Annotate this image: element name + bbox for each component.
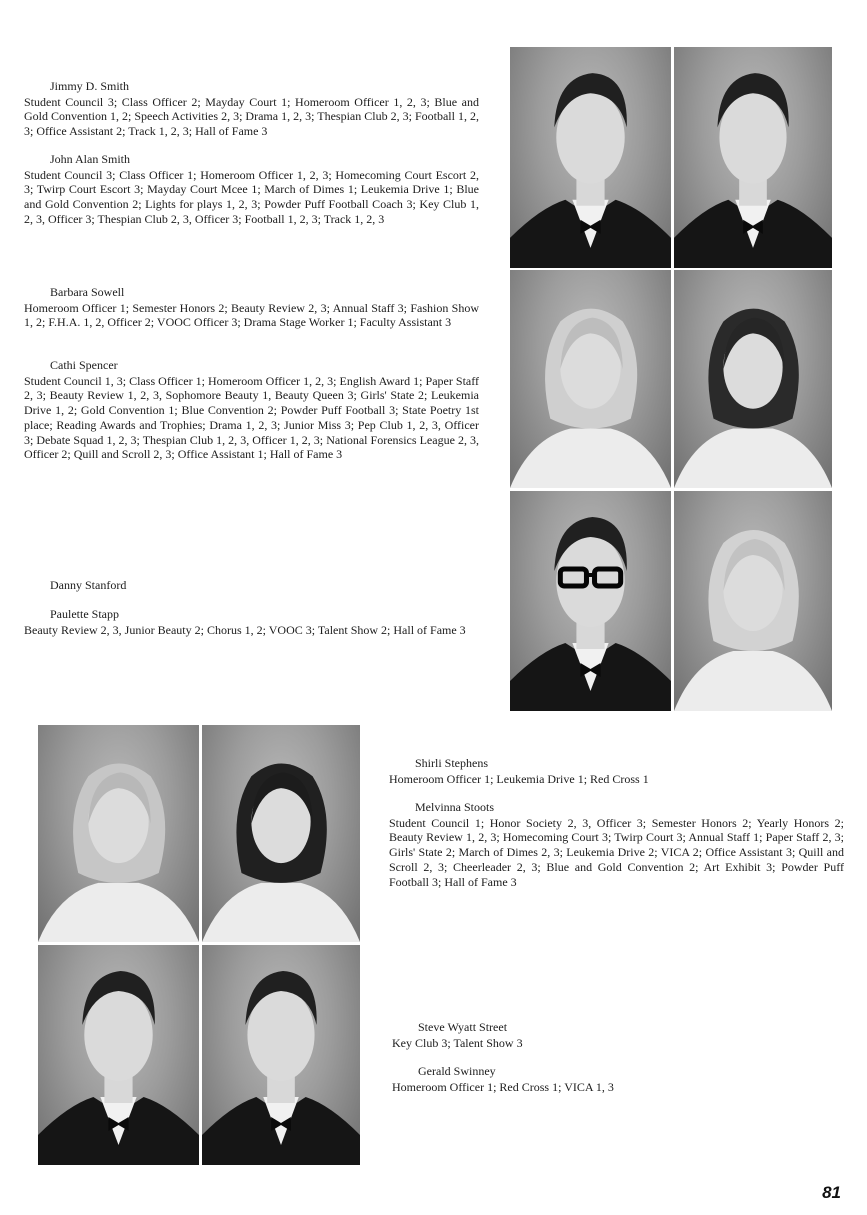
portrait-photo-jimmy-smith: [510, 47, 671, 268]
student-name: Paulette Stapp: [50, 607, 119, 621]
student-activities: Beauty Review 2, 3, Junior Beauty 2; Chorus 1, 2; VOOC 3; Talent Show 2; Hall of Fame 3: [24, 622, 466, 637]
student-activities: Student Council 3; Class Officer 2; Mayday Court 1; Homeroom Officer 1, 2, 3; Blue and Gold Convention 1, 2; Speech Activities 2, 3; Drama 1, 2, 3; Thespian Club 2, 3; Football 1, 2, 3; Office Assistant 2; Track 1, 2, 3; Hall of Fame 3: [24, 94, 479, 139]
student-name: Melvinna Stoots: [415, 800, 495, 814]
entry-danny-stanford: [24, 578, 479, 594]
entry-melvinna-stoots: [389, 800, 844, 889]
student-name: Gerald Swinney: [418, 1064, 496, 1078]
portrait-photo-paulette-stapp: [674, 491, 832, 711]
student-name: Shirli Stephens: [415, 756, 489, 770]
student-activities: Student Council 1; Honor Society 2, 3, Officer 3; Semester Honors 2; Yearly Honors 2; Beauty Review 1, 2, 3; Homecoming Court 3; Twirp Court 3; Annual Staff 1; Paper Staff 2, 3; Girls' State 2; March of Dimes 2, 3; Leukemia Drive 2; VICA 2; Office Assistant 3; Quill and Scroll 2, 3; Cheerleader 2, 3; Blue and Gold Convention 2; Art Exhibit 3; Powder Puff Football 3; Hall of Fame 3: [389, 815, 844, 889]
page-number: 81: [822, 1183, 841, 1202]
student-name: Steve Wyatt Street: [418, 1020, 508, 1034]
portrait-photo-barbara-sowell: [510, 270, 671, 488]
student-activities: Student Council 3; Class Officer 1; Homeroom Officer 1, 2, 3; Homecoming Court Escort 2, 3; Twirp Court Escort 3; Mayday Court Mcee 1; March of Dimes 1; Leukemia Drive 1; Blue and Gold Convention 2; Lights for plays 1, 2, 3; Powder Puff Football Coach 3; Key Club 1, 2, 3, Officer 3; Thespian Club 2, 3, Officer 3; Football 1, 2, 3; Track 1, 2, 3: [24, 167, 479, 226]
entry-cathi-spencer: [24, 358, 479, 462]
student-name: John Alan Smith: [50, 152, 131, 166]
entry-barbara-sowell: [24, 285, 479, 330]
entry-paulette-stapp: [24, 607, 479, 637]
student-activities: Student Council 1, 3; Class Officer 1; Homeroom Officer 1, 2, 3; English Award 1; Paper Staff 2, 3; Beauty Review 1, 2, 3, Sophomore Beauty 1, Beauty Queen 3; Girls' State 2; Leukemia Drive 1, 2; Gold Convention 1; Blue Convention 2; Powder Puff Football 3; State Poetry 1st place; Reading Awards and Trophies; Drama 1, 2, 3; Junior Miss 3; Pep Club 1, 2, 3, Officer 3; Debate Squad 1, 2, 3; Thespian Club 1, 2, 3, Officer 1, 2, 3; National Forensics League 2, 3, Officer 2; Quill and Scroll 2, 3; Office Assistant 1; Hall of Fame 3: [24, 373, 479, 462]
student-activities: Homeroom Officer 1; Red Cross 1; VICA 1, 3: [392, 1079, 614, 1094]
student-name: Barbara Sowell: [50, 285, 125, 299]
portrait-photo-shirli-stephens: [38, 725, 199, 942]
entry-john-alan-smith: [24, 152, 479, 227]
entry-jimmy-smith: [24, 79, 479, 139]
student-activities: Key Club 3; Talent Show 3: [392, 1035, 523, 1050]
portrait-photo-cathi-spencer: [674, 270, 832, 488]
student-activities: Homeroom Officer 1; Leukemia Drive 1; Red Cross 1: [389, 771, 649, 786]
entry-steve-wyatt-street: [392, 1020, 844, 1050]
student-name: Danny Stanford: [50, 578, 127, 592]
student-name: Cathi Spencer: [50, 358, 118, 372]
student-name: Jimmy D. Smith: [50, 79, 130, 93]
entry-shirli-stephens: [389, 756, 844, 786]
portrait-photo-john-alan-smith: [674, 47, 832, 268]
entry-gerald-swinney: [392, 1064, 844, 1094]
portrait-photo-gerald-swinney: [202, 945, 360, 1165]
portrait-photo-melvinna-stoots: [202, 725, 360, 942]
student-activities: Homeroom Officer 1; Semester Honors 2; Beauty Review 2, 3; Annual Staff 3; Fashion Show 1, 2; F.H.A. 1, 2, Officer 2; VOOC Officer 3; Drama Stage Worker 1; Faculty Assistant 3: [24, 300, 479, 330]
portrait-photo-steve-wyatt-street: [38, 945, 199, 1165]
portrait-photo-danny-stanford: [510, 491, 671, 711]
